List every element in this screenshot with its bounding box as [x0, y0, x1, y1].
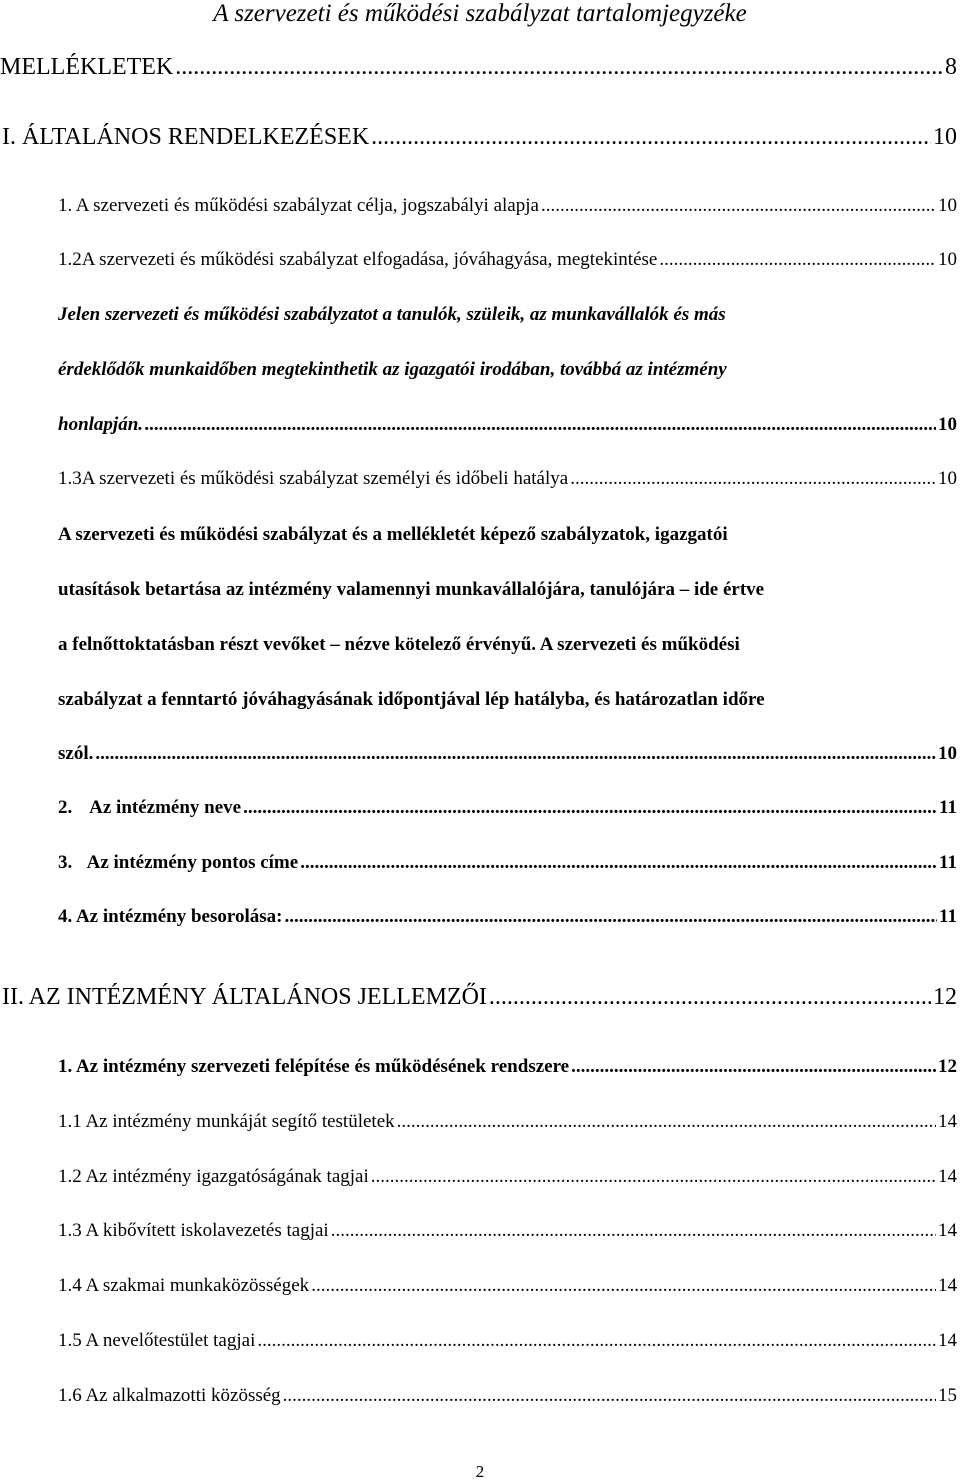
toc-entry[interactable] — [58, 249, 957, 271]
toc-entry[interactable] — [58, 195, 957, 217]
toc-leader — [371, 124, 931, 151]
toc-leader — [659, 249, 936, 271]
toc-entry-text: szól. — [58, 743, 94, 764]
toc-entry-text: 1.1 Az intézmény munkáját segítő testületek — [58, 1111, 395, 1132]
toc-leader — [489, 984, 931, 1011]
toc-entry-paragraph-line: Jelen szervezeti és működési szabályzatot a tanulók, szüleik, az munkavállalók és más — [58, 304, 726, 325]
toc-entry-text: A szervezeti és működési szabályzat személyi és időbeli hatálya — [81, 468, 569, 489]
toc-leader — [571, 1056, 936, 1078]
toc-entry-number: 1. — [58, 195, 73, 216]
toc-entry-text: 1.3 A kibővített iskolavezetés tagjai — [58, 1220, 329, 1241]
toc-entry-text: 1.6 Az alkalmazotti közösség — [58, 1385, 281, 1406]
toc-entry-text: A szervezeti és működési szabályzat elfogadása, jóváhagyása, megtekintése — [81, 249, 658, 270]
toc-entry-page: 14 — [938, 1330, 957, 1351]
toc-entry-page: 14 — [938, 1111, 957, 1132]
toc-entry-text: honlapján. — [58, 414, 144, 435]
toc-entry[interactable] — [58, 1330, 957, 1352]
toc-entry[interactable] — [58, 906, 957, 928]
toc-entry[interactable] — [58, 1056, 957, 1078]
toc-leader — [397, 1111, 936, 1133]
toc-entry-page: 10 — [938, 743, 957, 764]
toc-entry-page: 14 — [938, 1166, 957, 1187]
toc-entry-page: 12 — [933, 984, 957, 1010]
toc-entry-number: 1.2 — [58, 249, 82, 270]
toc-entry-text: I. ÁLTALÁNOS RENDELKEZÉSEK — [2, 124, 370, 150]
toc-entry-paragraph-line: A szervezeti és működési szabályzat és a mellékletét képező szabályzatok, igazgatói — [58, 524, 728, 545]
toc-entry-text: 1. Az intézmény szervezeti felépítése és működésének rendszere — [58, 1056, 570, 1077]
toc-entry[interactable] — [58, 1275, 957, 1297]
toc-entry-text: II. AZ INTÉZMÉNY ÁLTALÁNOS JELLEMZŐI — [2, 984, 487, 1010]
toc-entry-page: 10 — [938, 249, 957, 270]
toc-entry-page: 11 — [939, 797, 957, 818]
toc-entry-paragraph-line: érdeklődők munkaidőben megtekinthetik az igazgatói irodában, továbbá az intézmény — [58, 359, 727, 380]
toc-entry[interactable] — [58, 797, 957, 819]
toc-entry[interactable] — [58, 468, 957, 490]
toc-leader — [300, 852, 937, 874]
toc-entry-page: 10 — [933, 124, 957, 150]
toc-leader — [371, 1166, 936, 1188]
toc-entry-text: 1.2 Az intézmény igazgatóságának tagjai — [58, 1166, 369, 1187]
toc-leader — [145, 414, 936, 436]
toc-leader — [284, 906, 937, 928]
toc-entry-text: 4. Az intézmény besorolása: — [58, 906, 283, 927]
toc-entry-page: 10 — [938, 468, 957, 489]
toc-entry-page: 12 — [938, 1056, 957, 1077]
toc-leader — [283, 1385, 936, 1407]
toc-entry[interactable] — [58, 852, 957, 874]
toc-entry[interactable] — [58, 1166, 957, 1188]
toc-entry-text: 1.4 A szakmai munkaközösségek — [58, 1275, 310, 1296]
toc-entry[interactable] — [58, 1220, 957, 1242]
toc-leader — [175, 54, 943, 81]
toc-leader — [331, 1220, 936, 1242]
toc-entry-number: 3. — [58, 852, 73, 873]
toc-entry-text: Az intézmény pontos címe — [86, 852, 299, 873]
toc-entry-page: 14 — [938, 1275, 957, 1296]
toc-leader — [311, 1275, 936, 1297]
toc-leader — [541, 195, 936, 217]
toc-entry-page: 10 — [938, 195, 957, 216]
toc-leader — [570, 468, 936, 490]
toc-entry[interactable] — [58, 1111, 957, 1133]
toc-entry-text: MELLÉKLETEK — [0, 54, 174, 80]
toc-entry-number: 2. — [58, 797, 73, 818]
toc-leader — [95, 743, 936, 765]
toc-entry-text: A szervezeti és működési szabályzat célja, jogszabályi alapja — [75, 195, 539, 216]
toc-entry[interactable] — [58, 414, 957, 436]
toc-entry-page: 11 — [939, 852, 957, 873]
toc-entry-paragraph-line: utasítások betartása az intézmény valamennyi munkavállalójára, tanulójára – ide értve — [58, 579, 765, 600]
toc-entry-page: 10 — [938, 414, 957, 435]
toc-entry-paragraph-line: a felnőttoktatásban részt vevőket – nézve kötelező érvényű. A szervezeti és működési — [58, 634, 740, 655]
toc-entry-paragraph-line: szabályzat a fenntartó jóváhagyásának időpontjával lép hatályba, és határozatlan időre — [58, 689, 765, 710]
toc-entry-page: 8 — [945, 54, 957, 80]
toc-leader — [243, 797, 937, 819]
toc-entry-number: 1.3 — [58, 468, 82, 489]
page-number: 2 — [475, 1462, 485, 1481]
toc-entry-text: Az intézmény neve — [89, 797, 242, 818]
toc-entry[interactable] — [0, 54, 957, 81]
toc-entry[interactable] — [2, 124, 957, 151]
document-title: A szervezeti és működési szabályzat tartalomjegyzéke — [213, 0, 747, 27]
toc-entry[interactable] — [2, 984, 957, 1011]
toc-entry-page: 14 — [938, 1220, 957, 1241]
toc-entry-text: 1.5 A nevelőtestület tagjai — [58, 1330, 256, 1351]
toc-entry[interactable] — [58, 1385, 957, 1407]
toc-entry[interactable] — [58, 743, 957, 765]
toc-entry-page: 11 — [939, 906, 957, 927]
toc-leader — [257, 1330, 936, 1352]
toc-entry-page: 15 — [938, 1385, 957, 1406]
